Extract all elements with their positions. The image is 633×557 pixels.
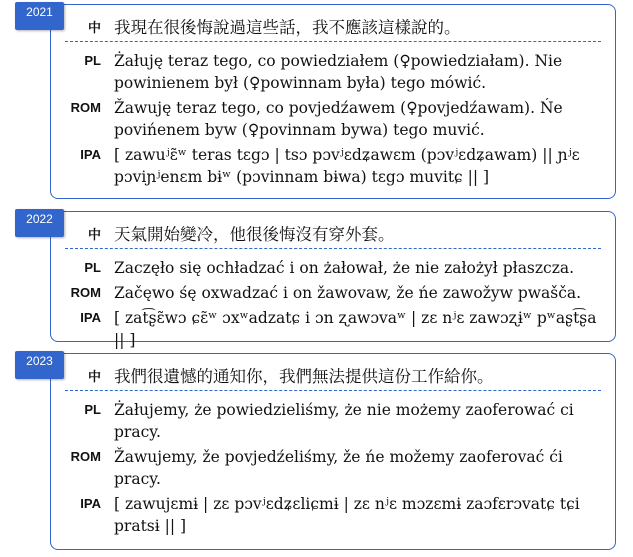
ipa-label: IPA [80, 496, 101, 511]
dashed-divider [65, 41, 601, 42]
year-badge: 2023 [15, 351, 64, 379]
dashed-divider [65, 390, 601, 391]
romanization-text: Žawujemy, že povjedźeliśmy, že ńe možemy zaoferovać ći pracy. [114, 448, 563, 488]
year-badge: 2021 [15, 2, 64, 30]
chinese-text: 我現在很後悔說過這些話，我不應該這樣說的。 [114, 18, 461, 37]
romanization-label: ROM [70, 449, 101, 464]
romanization-text: Začęwo śę oxwadzać i on žawovaw, že ńe zawožyw pwašča. [114, 284, 582, 302]
dashed-divider [65, 248, 601, 249]
romanization-text: Žawuję teraz tego, co povjedźawem (♀povjedźawam). Ńe povińenem byw (♀povinnam bywa) tego muvić. [114, 99, 563, 139]
chinese-text: 我們很遺憾的通知你，我們無法提供這份工作給你。 [114, 367, 494, 386]
entry-card-2021 [26, 4, 616, 199]
polish-label: PL [84, 260, 101, 275]
ipa-text: [ zawujɛmɨ | zɛ pɔvʲɛdʑɛliɕmɨ | zɛ nʲɛ mɔzɛmɨ zaɔfɛrɔvatɕ tɕi pratsɨ || ] [114, 495, 580, 535]
ipa-text: [ zat͡ʂɛ̃wɔ ɕɛ̃ʷ ɔxʷadzatɕ i ɔn ʐawɔvaʷ | zɛ nʲɛ zawɔʐɨʷ pʷaʂt͡ʂa || ] [114, 309, 597, 349]
romanization-row [51, 97, 615, 141]
polish-row [51, 257, 615, 279]
polish-row [51, 399, 615, 443]
chinese-row [51, 5, 615, 35]
entry-card-2023 [26, 353, 616, 550]
polish-text: Zaczęło się ochładzać i on żałował, że nie założył płaszcza. [114, 259, 575, 277]
polish-label: PL [84, 402, 101, 417]
polish-label: PL [84, 53, 101, 68]
romanization-label: ROM [70, 285, 101, 300]
chinese-label: 中 [87, 369, 101, 384]
romanization-row [51, 282, 615, 304]
chinese-row [51, 212, 615, 242]
year-badge: 2022 [15, 209, 64, 237]
entry-card-2022 [26, 211, 616, 349]
romanization-label: ROM [70, 100, 101, 115]
chinese-label: 中 [87, 227, 101, 242]
polish-row [51, 50, 615, 94]
ipa-row [51, 493, 615, 537]
chinese-text: 天氣開始變冷，他很後悔沒有穿外套。 [114, 225, 395, 244]
polish-text: Żałujemy, że powiedzieliśmy, że nie możemy zaoferować ci pracy. [114, 401, 574, 441]
chinese-label: 中 [87, 20, 101, 35]
ipa-label: IPA [80, 310, 101, 325]
polish-text: Żałuję teraz tego, co powiedziałem (♀powiedziałam). Nie powinienem był (♀powinnam była) tego mówić. [114, 52, 563, 92]
ipa-text: [ zawuʲɛ̃ʷ teras tɛgɔ | tsɔ pɔvʲɛdʑawɛm (pɔvʲɛdʑawam) || ɲʲɛ pɔviɲʲenɛm bɨʷ (pɔvinnam bɨwa) tɛgɔ muvitɕ || ] [114, 146, 580, 186]
romanization-row [51, 446, 615, 490]
ipa-label: IPA [80, 147, 101, 162]
ipa-row [51, 307, 615, 351]
ipa-row [51, 144, 615, 188]
chinese-row [51, 354, 615, 384]
